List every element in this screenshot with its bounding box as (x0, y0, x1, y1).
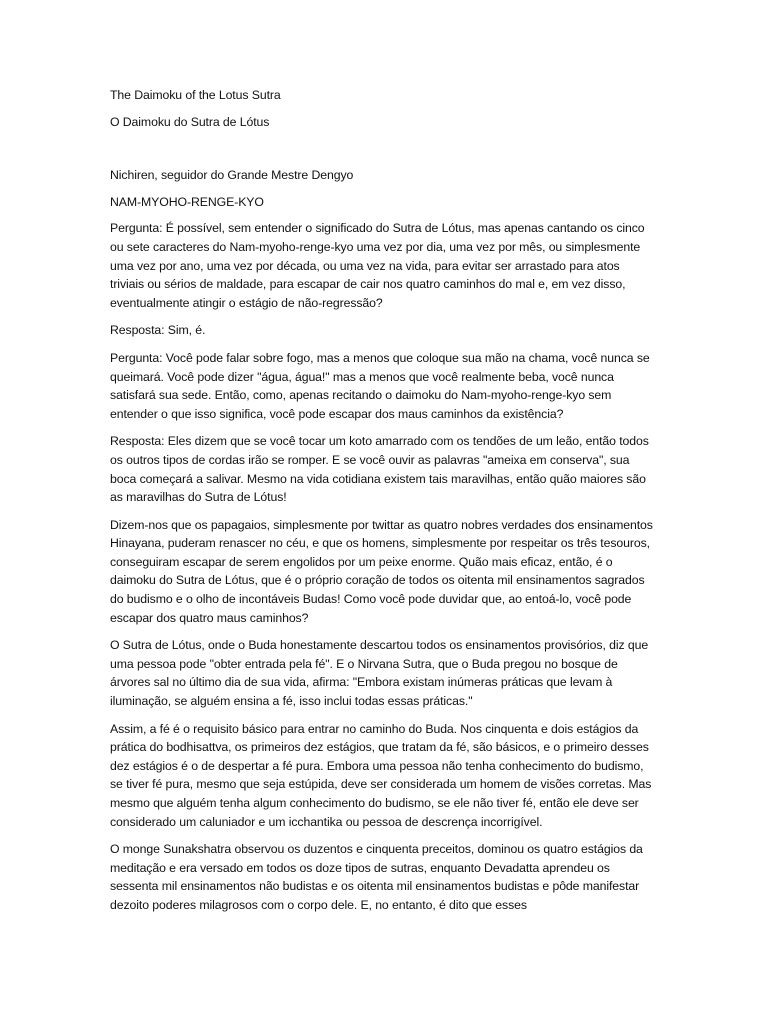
paragraph-body: O Sutra de Lótus, onde o Buda honestamente descartou todos os ensinamentos provisórios, diz que uma pessoa pode "obter entrada pela fé". E o Nirvana Sutra, que o Buda pregou no bosque de árvores sal no último dia de sua vida, afirma: "Embora existam inúmeras práticas que levam à iluminação, se alguém ensina a fé, isso inclui todas essas práticas." (110, 638, 649, 709)
document-page (110, 86, 655, 924)
paragraph-answer-2: Resposta: Eles dizem que se você tocar um koto amarrado com os tendões de um leão, então todos os outros tipos de cordas irão se romper. E se você ouvir as palavras "ameixa em conserva", sua boca começará a salivar. Mesmo na vida cotidiana existem tais maravilhas, então quão maiores são as maravilhas do Sutra de Lótus! (110, 434, 649, 505)
document-author: Nichiren, seguidor do Grande Mestre Dengyo (110, 168, 354, 183)
paragraph-question-1: Pergunta: É possível, sem entender o significado do Sutra de Lótus, mas apenas cantando os cinco ou sete caracteres do Nam-myoho-renge-kyo uma vez por dia, uma vez por mês, ou simplesmente uma vez por ano, uma vez por década, ou uma vez na vida, para evitar ser arrastado para atos triviais ou sérios de maldade, para escapar de cair nos quatro caminhos do mal e, em vez disso, eventualmente atingir o estágio de não-regressão? (110, 221, 645, 310)
paragraph-body: O monge Sunakshatra observou os duzentos e cinquenta preceitos, dominou os quatro estágios da meditação e era versado em todos os doze tipos de sutras, enquanto Devadatta aprendeu os sessenta mil ensinamentos não budistas e os oitenta mil ensinamentos budistas e pôde manifestar dezoito poderes milagrosos com o corpo dele. E, no entanto, é dito que esses (110, 842, 643, 912)
paragraph-question-2: Pergunta: Você pode falar sobre fogo, mas a menos que coloque sua mão na chama, você nunca se queimará. Você pode dizer "água, água!" mas a menos que você realmente beba, você nunca satisfará sua sede. Então, como, apenas recitando o daimoku do Nam-myoho-renge-kyo sem entender o que isso significa, você pode escapar dos maus caminhos da existência? (110, 350, 650, 421)
paragraph-body: Assim, a fé é o requisito básico para entrar no caminho do Buda. Nos cinquenta e dois estágios da prática do bodhisattva, os primeiros dez estágios, que tratam da fé, são básicos, e o primeiro desses dez estágios é o de despertar a fé pura. Embora uma pessoa não tenha conhecimento do budismo, se tiver fé pura, mesmo que seja estúpida, deve ser considerada um homem de visões corretas. Mas mesmo que alguém tenha algum conhecimento do budismo, se ele não tiver fé, então ele deve ser considerado um caluniador e um icchantika ou pessoa de descrença incorrigível. (110, 721, 652, 829)
document-mantra: NAM-MYOHO-RENGE-KYO (110, 194, 264, 209)
document-title-english: The Daimoku of the Lotus Sutra (110, 88, 281, 102)
document-title-portuguese: O Daimoku do Sutra de Lótus (110, 114, 270, 129)
paragraph-body: Dizem-nos que os papagaios, simplesmente por twittar as quatro nobres verdades dos ensinamentos Hinayana, puderam renascer no céu, e que os homens, simplesmente por respeitar os três tesouros, conseguiram escapar de serem engolidos por um peixe enorme. Quão mais eficaz, então, é o daimoku do Sutra de Lótus, que é o próprio coração de todos os oitenta mil ensinamentos sagrados do budismo e o olho de incontáveis Budas! Como você pode duvidar que, ao entoá-lo, você pode escapar dos quatro maus caminhos? (110, 517, 653, 625)
paragraph-answer-1: Resposta: Sim, é. (110, 323, 206, 338)
